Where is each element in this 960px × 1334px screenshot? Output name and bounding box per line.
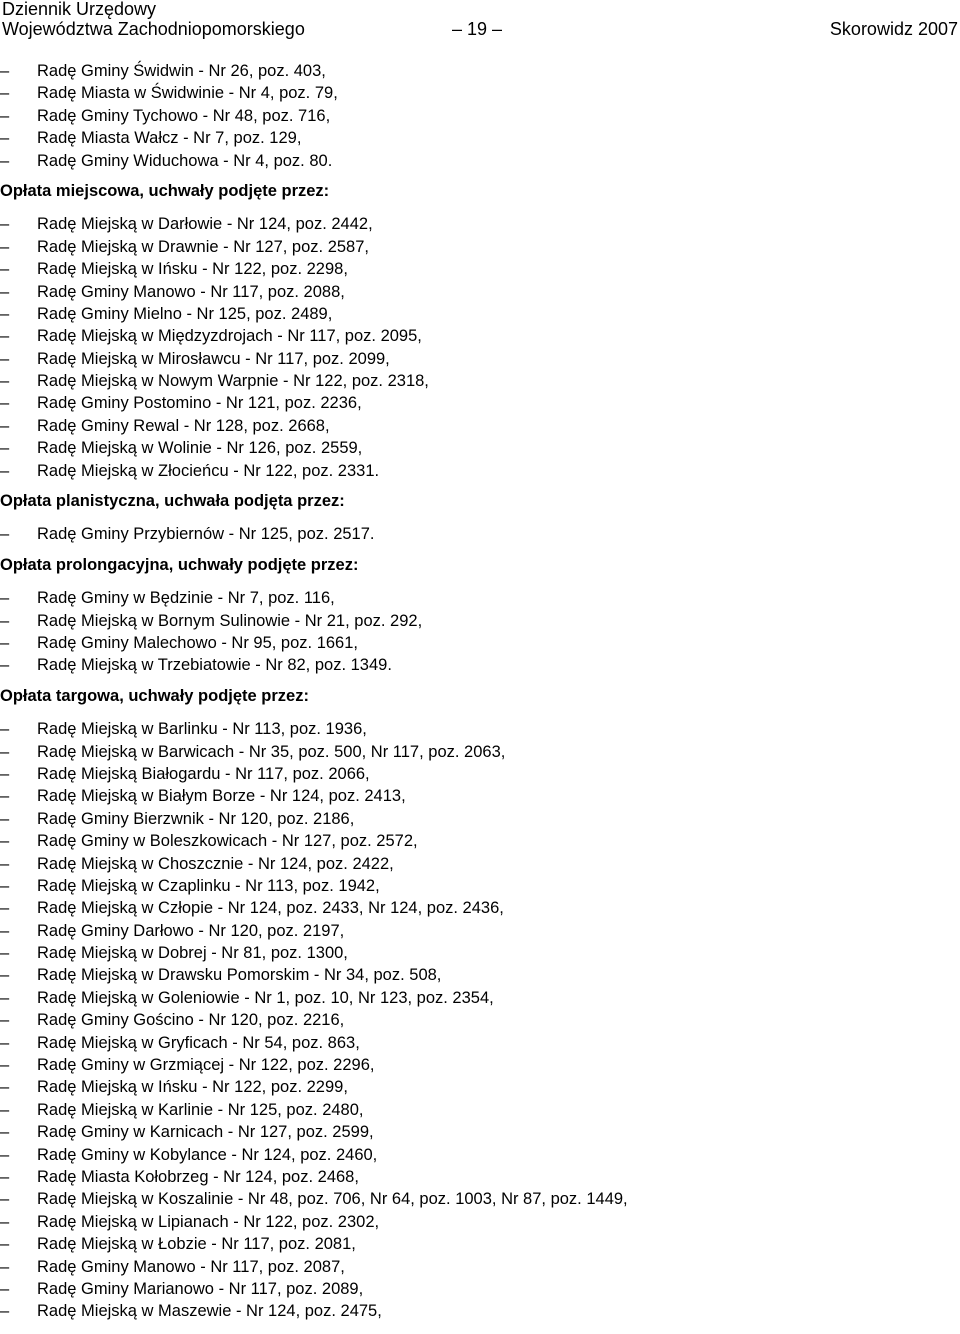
section-heading: Opłata planistyczna, uchwała podjęta przez: — [0, 492, 345, 511]
list-item — [0, 1032, 960, 1054]
entry-text: Radę Miejską w Barlinku - Nr 113, poz. 1936, — [37, 720, 367, 739]
list-item — [0, 830, 960, 852]
dash-bullet: – — [0, 349, 10, 368]
list-item — [0, 1188, 960, 1210]
dash-bullet: – — [0, 720, 10, 739]
entry-text: Radę Miejską w Ińsku - Nr 122, poz. 2299, — [37, 1078, 348, 1097]
index-title: Skorowidz 2007 — [829, 19, 958, 39]
entry-text: Radę Miejską w Koszalinie - Nr 48, poz. 706, Nr 64, poz. 1003, Nr 87, poz. 1449, — [37, 1190, 628, 1209]
dash-bullet: – — [0, 899, 10, 918]
list-item — [0, 853, 960, 875]
entry-text: Radę Gminy Marianowo - Nr 117, poz. 2089, — [37, 1279, 364, 1298]
dash-bullet: – — [0, 215, 10, 234]
dash-bullet: – — [0, 1100, 10, 1119]
entry-text: Radę Miejską w Maszewie - Nr 124, poz. 2475, — [37, 1302, 382, 1321]
dash-bullet: – — [0, 589, 10, 608]
index-section — [0, 180, 960, 482]
dash-bullet: – — [0, 525, 10, 544]
entry-text: Radę Miasta Kołobrzeg - Nr 124, poz. 2468, — [37, 1167, 359, 1186]
page-header — [0, 0, 960, 44]
list-item — [0, 1076, 960, 1098]
page-number: – 19 – — [452, 19, 503, 39]
dash-bullet: – — [0, 416, 10, 435]
list-item — [0, 392, 960, 414]
entry-text: Radę Miejską w Łobzie - Nr 117, poz. 2081, — [37, 1235, 356, 1254]
dash-bullet: – — [0, 461, 10, 480]
entry-text: Radę Gminy Widuchowa - Nr 4, poz. 80. — [37, 151, 333, 170]
list-item — [0, 987, 960, 1009]
publication-title-line2: Województwa Zachodniopomorskiego — [2, 19, 305, 39]
list-item — [0, 523, 960, 545]
dash-bullet: – — [0, 944, 10, 963]
list-item — [0, 1278, 960, 1300]
dash-bullet: – — [0, 1167, 10, 1186]
list-item — [0, 654, 960, 676]
list-item — [0, 897, 960, 919]
dash-bullet: – — [0, 1033, 10, 1052]
list-item — [0, 632, 960, 654]
entry-text: Radę Gminy w Karnicach - Nr 127, poz. 2599, — [37, 1123, 374, 1142]
dash-bullet: – — [0, 988, 10, 1007]
list-item — [0, 1256, 960, 1278]
list-item — [0, 1166, 960, 1188]
entry-text: Radę Miejską w Trzebiatowie - Nr 82, poz. 1349. — [37, 656, 392, 675]
entry-text: Radę Miejską Białogardu - Nr 117, poz. 2066, — [37, 764, 370, 783]
list-item — [0, 370, 960, 392]
entry-text: Radę Miejską w Choszcznie - Nr 124, poz. 2422, — [37, 854, 394, 873]
dash-bullet: – — [0, 1078, 10, 1097]
dash-bullet: – — [0, 1279, 10, 1298]
entry-text: Radę Gminy Mielno - Nr 125, poz. 2489, — [37, 304, 333, 323]
section-heading: Opłata prolongacyjna, uchwały podjęte przez: — [0, 555, 359, 574]
list-item — [0, 610, 960, 632]
list-item — [0, 325, 960, 347]
list-item — [0, 460, 960, 482]
list-item — [0, 415, 960, 437]
entry-text: Radę Miasta w Świdwinie - Nr 4, poz. 79, — [37, 84, 338, 103]
list-item — [0, 1144, 960, 1166]
list-item — [0, 785, 960, 807]
entry-text: Radę Miejską w Człopie - Nr 124, poz. 2433, Nr 124, poz. 2436, — [37, 899, 504, 918]
entry-text: Radę Gminy w Będzinie - Nr 7, poz. 116, — [37, 589, 335, 608]
entry-text: Radę Gminy Manowo - Nr 117, poz. 2088, — [37, 282, 345, 301]
list-item — [0, 718, 960, 740]
list-item — [0, 303, 960, 325]
list-item — [0, 808, 960, 830]
list-item — [0, 964, 960, 986]
list-item — [0, 875, 960, 897]
index-section — [0, 685, 960, 1323]
entry-text: Radę Miejską w Czaplinku - Nr 113, poz. 1942, — [37, 876, 380, 895]
entry-text: Radę Gminy Przybiernów - Nr 125, poz. 2517. — [37, 525, 375, 544]
list-item — [0, 82, 960, 104]
list-item — [0, 1121, 960, 1143]
dash-bullet: – — [0, 1011, 10, 1030]
entry-text: Radę Miejską w Wolinie - Nr 126, poz. 2559, — [37, 439, 363, 458]
dash-bullet: – — [0, 327, 10, 346]
entry-text: Radę Gminy w Grzmiącej - Nr 122, poz. 2296, — [37, 1056, 375, 1075]
section-heading: Opłata targowa, uchwały podjęte przez: — [0, 686, 309, 705]
list-item — [0, 281, 960, 303]
dash-bullet: – — [0, 394, 10, 413]
entry-text: Radę Miejską w Międzyzdrojach - Nr 117, poz. 2095, — [37, 327, 422, 346]
entry-text: Radę Gminy Świdwin - Nr 26, poz. 403, — [37, 62, 326, 80]
list-item — [0, 127, 960, 149]
dash-bullet: – — [0, 1302, 10, 1321]
entry-text: Radę Miejską w Gryficach - Nr 54, poz. 863, — [37, 1033, 360, 1052]
list-item — [0, 763, 960, 785]
dash-bullet: – — [0, 106, 10, 125]
entry-text: Radę Miejską w Nowym Warpnie - Nr 122, poz. 2318, — [37, 372, 429, 391]
list-item — [0, 1009, 960, 1031]
publication-title-line1: Dziennik Urzędowy — [2, 0, 157, 19]
entry-text: Radę Gminy Tychowo - Nr 48, poz. 716, — [37, 106, 331, 125]
entry-text: Radę Gminy w Kobylance - Nr 124, poz. 2460, — [37, 1145, 378, 1164]
entry-text: Radę Miejską w Lipianach - Nr 122, poz. 2302, — [37, 1212, 380, 1231]
dash-bullet: – — [0, 372, 10, 391]
entry-text: Radę Miejską w Karlinie - Nr 125, poz. 2480, — [37, 1100, 364, 1119]
dash-bullet: – — [0, 966, 10, 985]
list-item — [0, 236, 960, 258]
list-item — [0, 105, 960, 127]
entry-text: Radę Gminy Malechowo - Nr 95, poz. 1661, — [37, 633, 358, 652]
dash-bullet: – — [0, 1190, 10, 1209]
entry-text: Radę Miejską w Goleniowie - Nr 1, poz. 10, Nr 123, poz. 2354, — [37, 988, 494, 1007]
list-item — [0, 1233, 960, 1255]
list-item — [0, 60, 960, 82]
dash-bullet: – — [0, 832, 10, 851]
list-item — [0, 587, 960, 609]
list-item — [0, 258, 960, 280]
list-item — [0, 741, 960, 763]
dash-bullet: – — [0, 809, 10, 828]
entry-text: Radę Miejską w Darłowie - Nr 124, poz. 2442, — [37, 215, 373, 234]
dash-bullet: – — [0, 764, 10, 783]
dash-bullet: – — [0, 876, 10, 895]
dash-bullet: – — [0, 304, 10, 323]
entry-text: Radę Miejską w Drawnie - Nr 127, poz. 2587, — [37, 237, 369, 256]
entry-text: Radę Miejską w Mirosławcu - Nr 117, poz. 2099, — [37, 349, 390, 368]
index-section — [0, 60, 960, 172]
list-item — [0, 213, 960, 235]
entry-text: Radę Miejską w Ińsku - Nr 122, poz. 2298, — [37, 260, 348, 279]
entry-text: Radę Gminy Gościno - Nr 120, poz. 2216, — [37, 1011, 345, 1030]
dash-bullet: – — [0, 129, 10, 148]
list-item — [0, 437, 960, 459]
entry-text: Radę Gminy Postomino - Nr 121, poz. 2236, — [37, 394, 362, 413]
dash-bullet: – — [0, 656, 10, 675]
section-heading: Opłata miejscowa, uchwały podjęte przez: — [0, 181, 330, 200]
entry-text: Radę Miejską w Drawsku Pomorskim - Nr 34, poz. 508, — [37, 966, 442, 985]
dash-bullet: – — [0, 1056, 10, 1075]
list-item — [0, 942, 960, 964]
entry-text: Radę Miejską w Białym Borze - Nr 124, poz. 2413, — [37, 787, 406, 806]
index-section — [0, 490, 960, 546]
dash-bullet: – — [0, 611, 10, 630]
entry-text: Radę Miejską w Bornym Sulinowie - Nr 21, poz. 292, — [37, 611, 423, 630]
dash-bullet: – — [0, 1235, 10, 1254]
entry-text: Radę Miejską w Barwicach - Nr 35, poz. 500, Nr 117, poz. 2063, — [37, 742, 506, 761]
entry-text: Radę Gminy Manowo - Nr 117, poz. 2087, — [37, 1257, 345, 1276]
entry-text: Radę Gminy Rewal - Nr 128, poz. 2668, — [37, 416, 330, 435]
list-item — [0, 1054, 960, 1076]
entry-text: Radę Gminy w Boleszkowicach - Nr 127, poz. 2572, — [37, 832, 418, 851]
entry-text: Radę Miejską w Dobrej - Nr 81, poz. 1300, — [37, 944, 348, 963]
dash-bullet: – — [0, 439, 10, 458]
entry-text: Radę Gminy Darłowo - Nr 120, poz. 2197, — [37, 921, 345, 940]
list-item — [0, 1099, 960, 1121]
dash-bullet: – — [0, 260, 10, 279]
entry-text: Radę Gminy Bierzwnik - Nr 120, poz. 2186, — [37, 809, 355, 828]
list-item — [0, 150, 960, 172]
document-body — [0, 60, 960, 1323]
dash-bullet: – — [0, 742, 10, 761]
dash-bullet: – — [0, 1145, 10, 1164]
entry-text: Radę Miasta Wałcz - Nr 7, poz. 129, — [37, 129, 302, 148]
dash-bullet: – — [0, 1257, 10, 1276]
dash-bullet: – — [0, 787, 10, 806]
list-item — [0, 920, 960, 942]
dash-bullet: – — [0, 151, 10, 170]
index-section — [0, 554, 960, 677]
entry-text: Radę Miejską w Złocieńcu - Nr 122, poz. 2331. — [37, 461, 380, 480]
dash-bullet: – — [0, 282, 10, 301]
dash-bullet: – — [0, 1123, 10, 1142]
list-item — [0, 1300, 960, 1322]
dash-bullet: – — [0, 633, 10, 652]
dash-bullet: – — [0, 854, 10, 873]
dash-bullet: – — [0, 1212, 10, 1231]
list-item — [0, 348, 960, 370]
dash-bullet: – — [0, 62, 10, 80]
dash-bullet: – — [0, 921, 10, 940]
list-item — [0, 1211, 960, 1233]
dash-bullet: – — [0, 237, 10, 256]
dash-bullet: – — [0, 84, 10, 103]
